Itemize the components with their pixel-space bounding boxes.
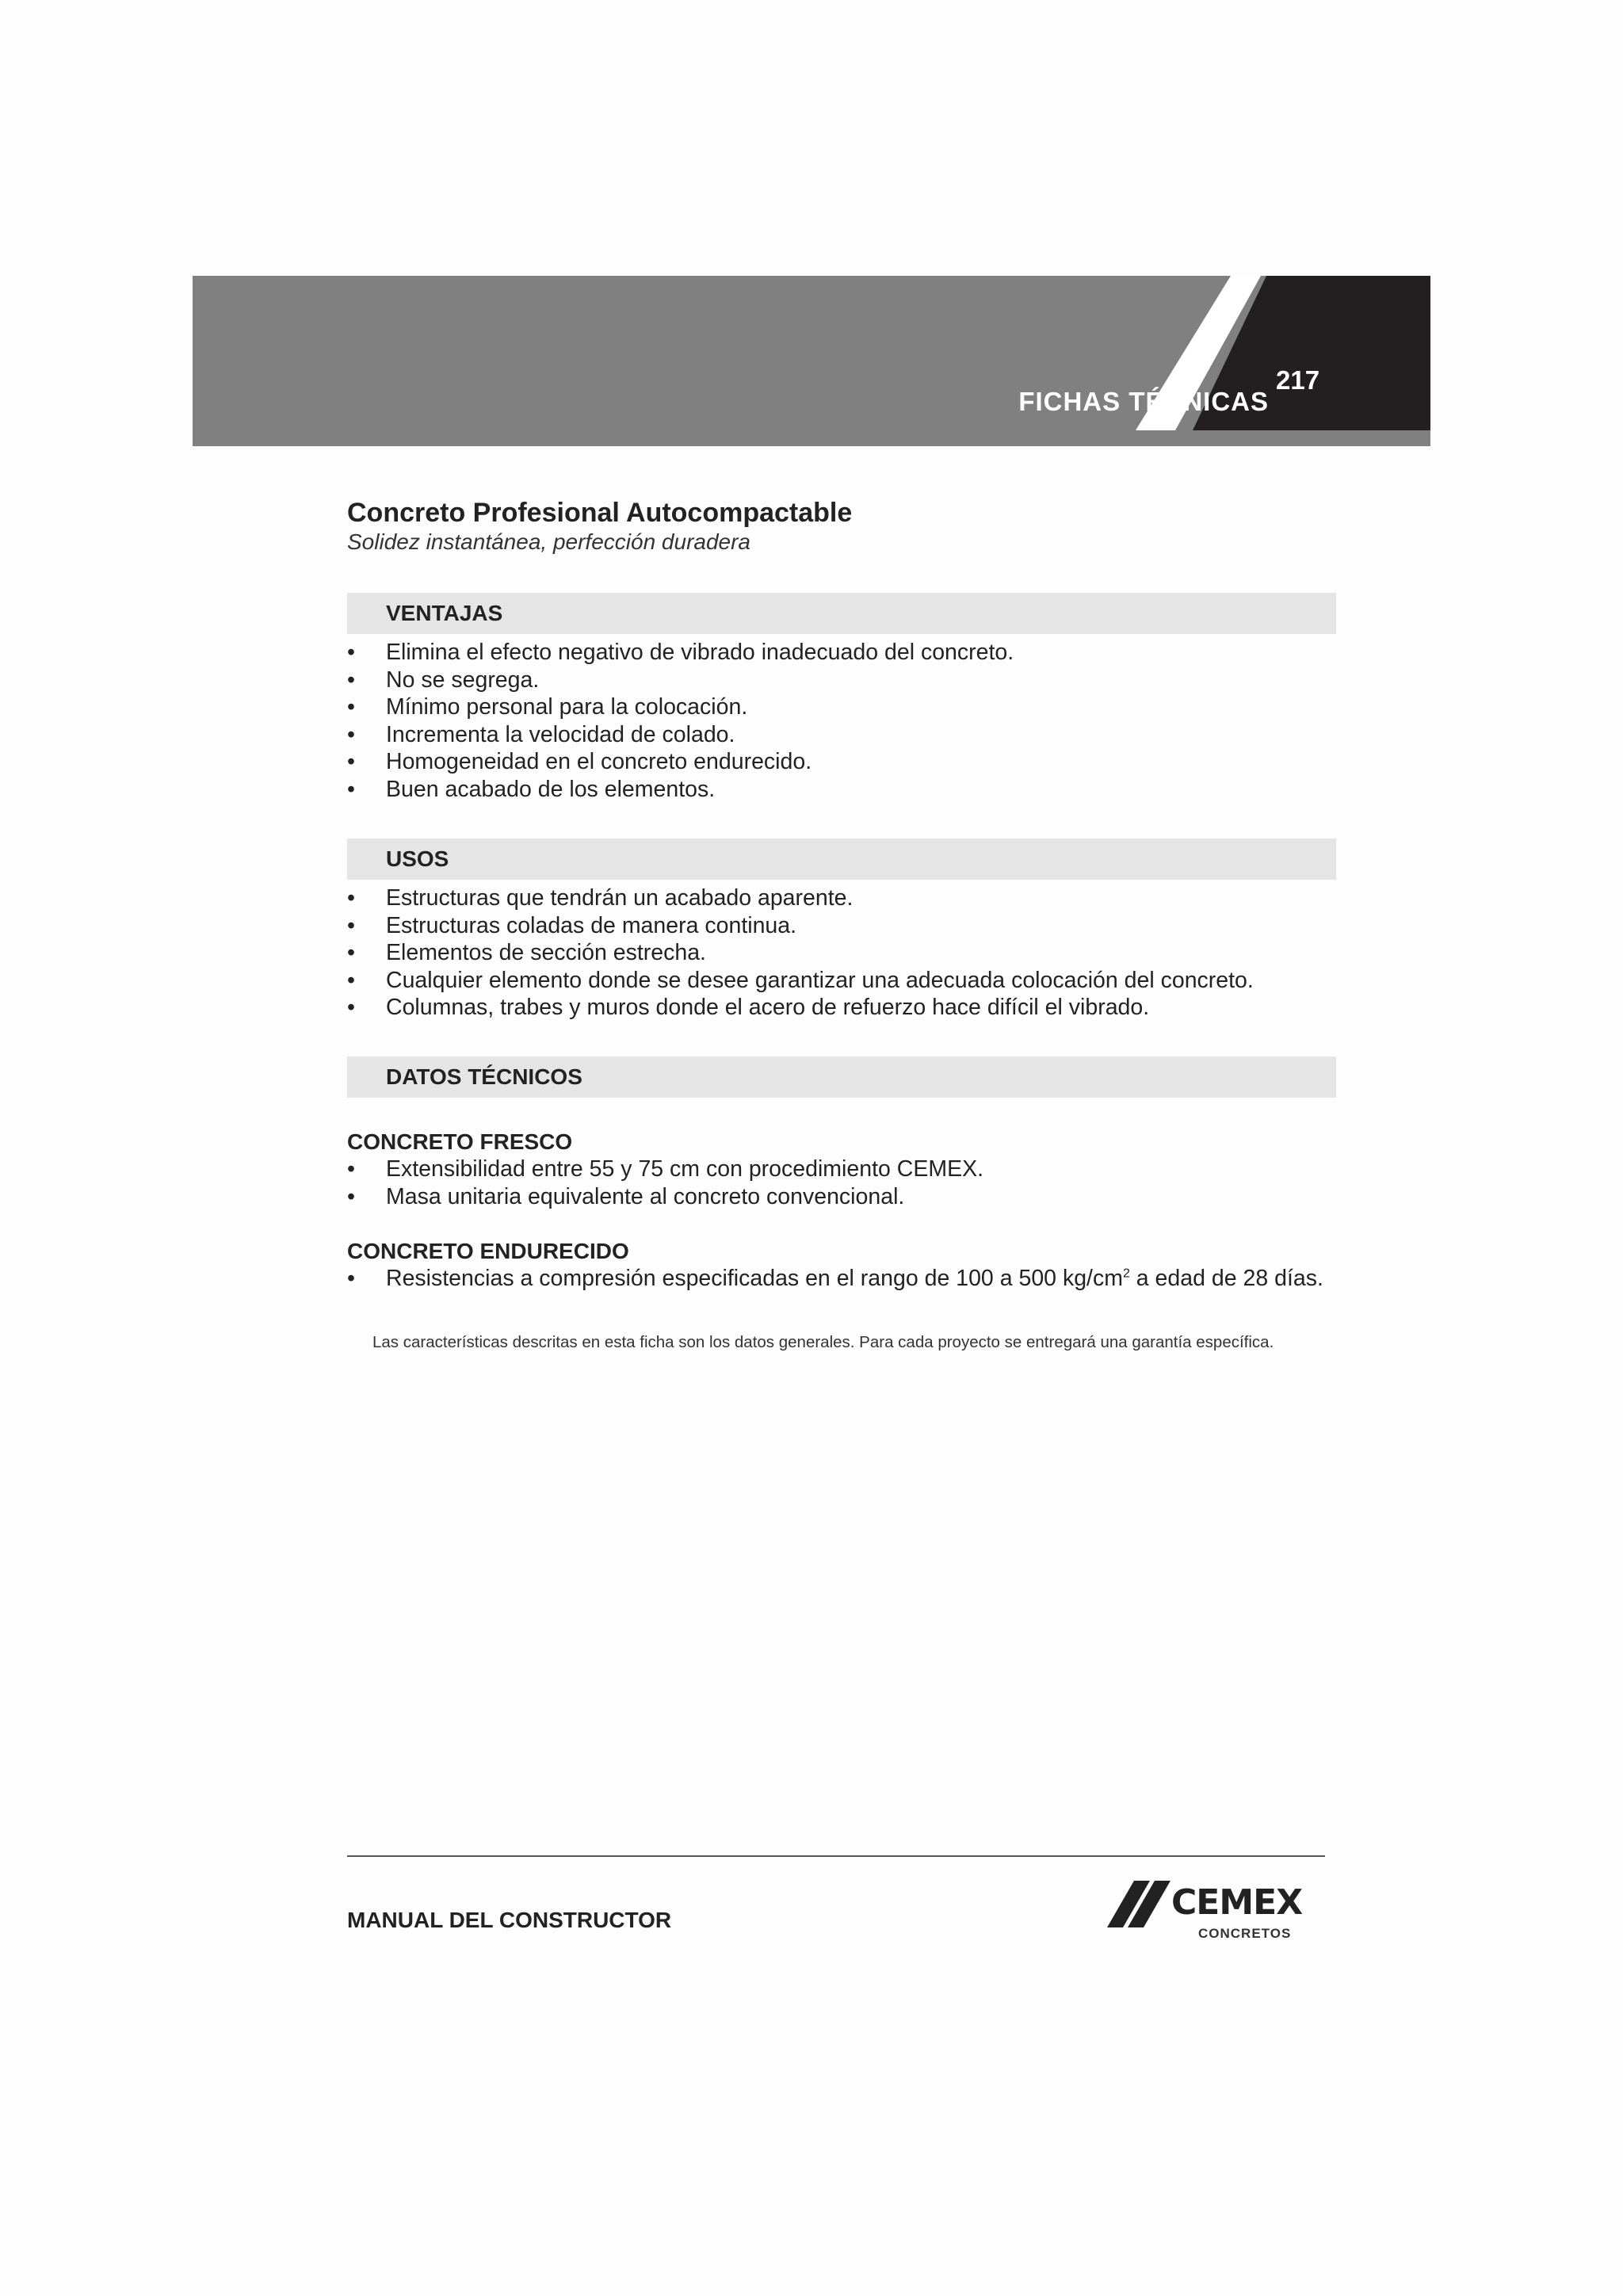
list-item: • Columnas, trabes y muros donde el acero de refuerzo hace difícil el vibrado.	[347, 994, 1254, 1022]
footer-title: MANUAL DEL CONSTRUCTOR	[347, 1908, 672, 1932]
list-item: • Homogeneidad en el concreto endurecido.	[347, 748, 1014, 776]
fresco-list	[347, 1156, 983, 1210]
ventajas-list	[347, 639, 1014, 803]
list-item: • Cualquier elemento donde se desee garantizar una adecuada colocación del concreto.	[347, 967, 1254, 995]
list-item: • Extensibilidad entre 55 y 75 cm con procedimiento CEMEX.	[347, 1156, 983, 1183]
list-item-text: a edad de 28 días.	[1129, 1266, 1323, 1291]
list-item: • Elementos de sección estrecha.	[347, 939, 1254, 967]
list-item	[347, 1265, 1323, 1293]
endurecido-list	[347, 1265, 1323, 1293]
page-number: 217	[1276, 365, 1320, 395]
list-item: • Mínimo personal para la colocación.	[347, 693, 1014, 721]
list-item: • Buen acabado de los elementos.	[347, 776, 1014, 804]
list-item: • No se segrega.	[347, 667, 1014, 694]
list-item: • Estructuras coladas de manera continua.	[347, 912, 1254, 940]
product-title: Concreto Profesional Autocompactable	[347, 498, 853, 528]
section-heading: DATOS TÉCNICOS	[386, 1064, 582, 1089]
section-header-datos-tecnicos	[347, 1056, 1336, 1098]
footer-divider	[347, 1855, 1325, 1857]
list-item: • Masa unitaria equivalente al concreto convencional.	[347, 1183, 983, 1211]
header-band	[193, 276, 1430, 446]
list-item: • Elimina el efecto negativo de vibrado inadecuado del concreto.	[347, 639, 1014, 667]
product-subtitle: Solidez instantánea, perfección duradera	[347, 529, 751, 554]
subheading-concreto-fresco: CONCRETO FRESCO	[347, 1129, 573, 1154]
logo-subtitle: CONCRETOS	[1198, 1926, 1292, 1941]
section-heading: VENTAJAS	[386, 601, 503, 625]
list-item-text: Resistencias a compresión especificadas en el rango de 100 a 500 kg/cm	[386, 1266, 1123, 1291]
section-header-usos	[347, 839, 1336, 880]
section-label: FICHAS TÉCNICAS	[1018, 387, 1269, 416]
list-item: • Incrementa la velocidad de colado.	[347, 721, 1014, 749]
disclaimer-note: Las características descritas en esta ficha son los datos generales. Para cada proyecto se entregará una garantía específica.	[372, 1333, 1274, 1351]
section-header-ventajas	[347, 593, 1336, 634]
list-item: • Estructuras que tendrán un acabado aparente.	[347, 884, 1254, 912]
superscript: 2	[1122, 1266, 1130, 1281]
logo-wordmark: CEMEX	[1171, 1882, 1303, 1923]
usos-list	[347, 884, 1254, 1022]
section-heading: USOS	[386, 846, 449, 871]
header-band-graphic	[193, 276, 1430, 446]
subheading-concreto-endurecido: CONCRETO ENDURECIDO	[347, 1239, 629, 1263]
